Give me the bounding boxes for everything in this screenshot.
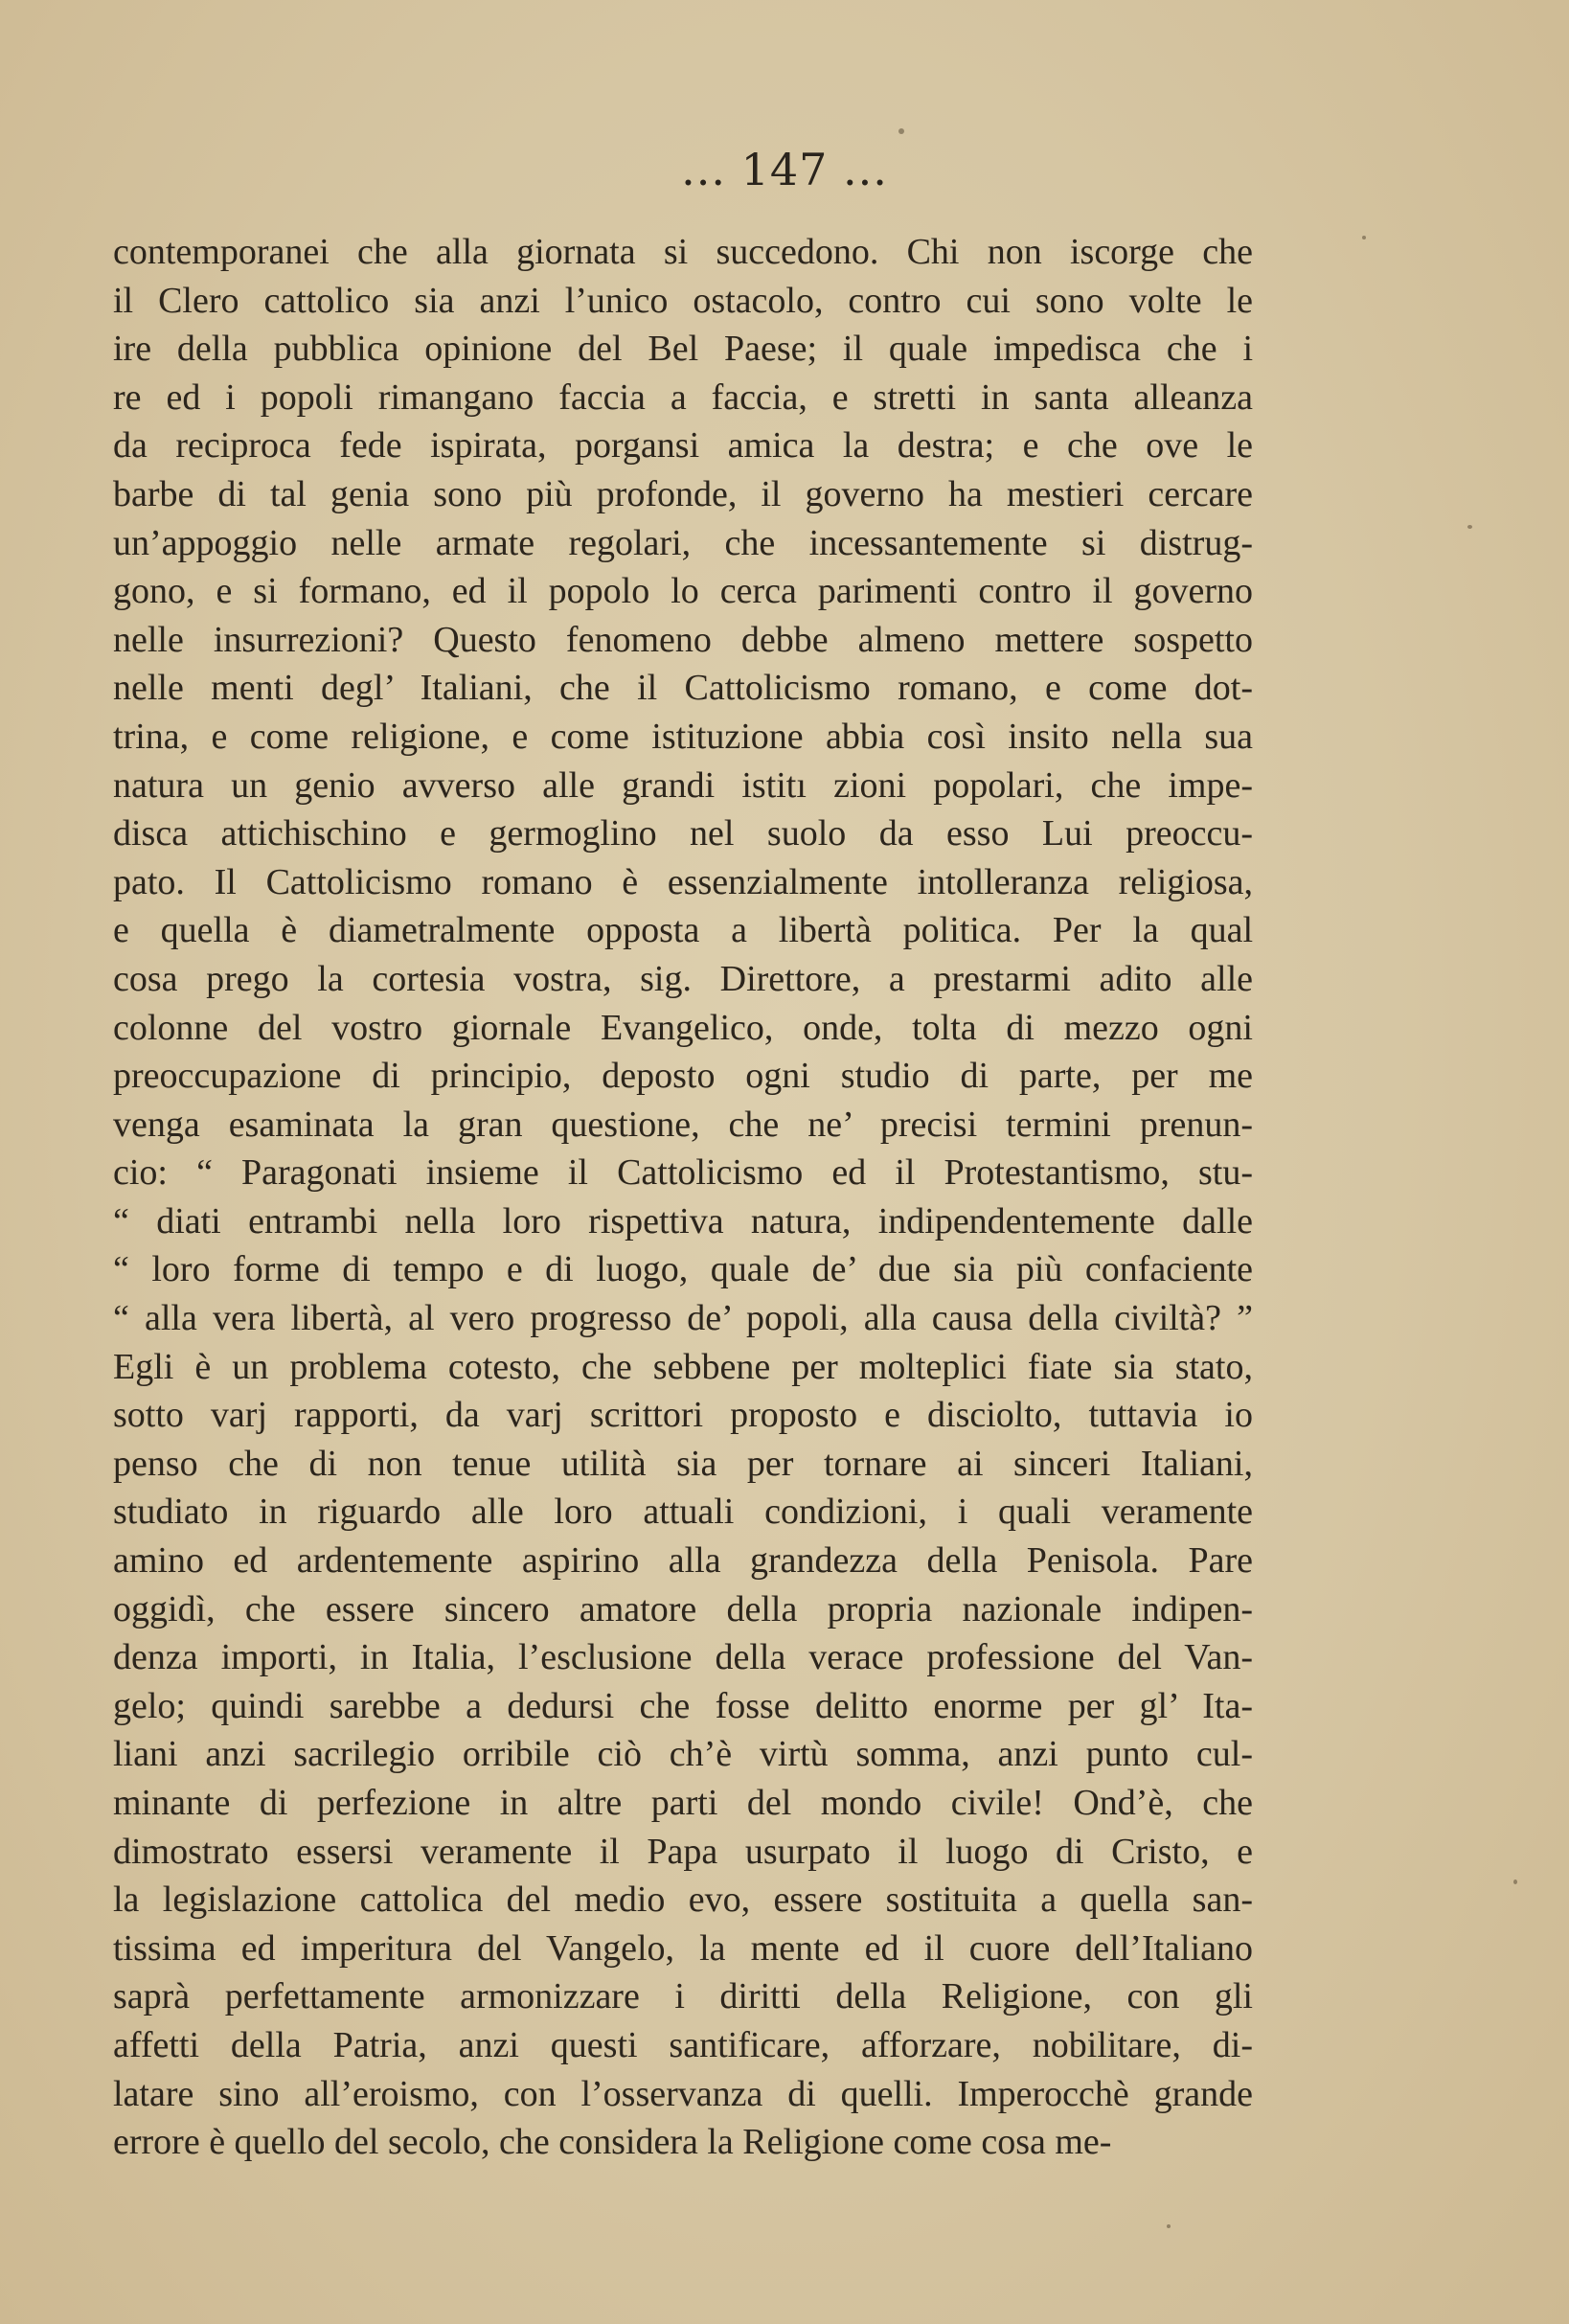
text-line: da reciproca fede ispirata, porgansi amica la destra; e che ove le — [113, 425, 1253, 467]
body-text — [113, 228, 1253, 2167]
text-line: tissima ed imperitura del Vangelo, la mente ed il cuore dell’Italiano — [113, 1927, 1253, 1969]
text-line: ire della pubblica opinione del Bel Paese; il quale impedisca che i — [113, 329, 1253, 370]
text-line: natura un genio avverso alle grandi istitı zioni popolari, che impe- — [113, 764, 1253, 806]
text-line: venga esaminata la gran questione, che ne’ precisi termini prenun- — [113, 1104, 1253, 1145]
text-line: sotto varj rapporti, da varj scrittori proposto e disciolto, tuttavia io — [113, 1395, 1253, 1436]
text-line: latare sino all’eroismo, con l’osservanza di quelli. Imperocchè grande — [113, 2073, 1253, 2114]
text-line: denza importi, in Italia, l’esclusione della verace professione del Van- — [113, 1637, 1253, 1678]
text-line: “ alla vera libertà, al vero progresso de’ popoli, alla causa della civiltà? ” — [113, 1298, 1253, 1339]
text-line: affetti della Patria, anzi questi santificare, afforzare, nobilitare, di- — [113, 2024, 1253, 2065]
text-line: pato. Il Cattolicismo romano è essenzialmente intolleranza religiosa, — [113, 861, 1253, 902]
text-line: gono, e si formano, ed il popolo lo cerca parimenti contro il governo — [113, 571, 1253, 612]
text-line: nelle menti degl’ Italiani, che il Cattolicismo romano, e come dot- — [113, 668, 1253, 709]
text-line: saprà perfettamente armonizzare i diritti della Religione, con gli — [113, 1976, 1253, 2017]
text-line: la legislazione cattolica del medio evo, essere sostituita a quella san- — [113, 1880, 1253, 1921]
text-line: nelle insurrezioni? Questo fenomeno debbe almeno mettere sospetto — [113, 619, 1253, 660]
text-line: disca attichischino e germoglino nel suolo da esso Lui preoccu- — [113, 813, 1253, 854]
text-line: “ loro forme di tempo e di luogo, quale de’ due sia più confaciente — [113, 1249, 1253, 1290]
paper-speck — [1362, 236, 1366, 239]
text-line: contemporanei che alla giornata si succedono. Chi non iscorge che — [113, 232, 1253, 272]
text-line: dimostrato essersi veramente il Papa usurpato il luogo di Cristo, e — [113, 1831, 1253, 1872]
paper-speck — [1167, 2224, 1171, 2228]
text-line: “ diati entrambi nella loro rispettiva natura, indipendentemente dalle — [113, 1200, 1253, 1242]
text-line: studiato in riguardo alle loro attuali condizioni, i quali veramente — [113, 1492, 1253, 1533]
text-line: e quella è diametralmente opposta a libertà politica. Per la qual — [113, 910, 1253, 951]
text-line: colonne del vostro giornale Evangelico, onde, tolta di mezzo ogni — [113, 1007, 1253, 1048]
text-line: amino ed ardentemente aspirino alla grandezza della Penisola. Pare — [113, 1540, 1253, 1582]
text-line: trina, e come religione, e come istituzione abbia così insito nella sua — [113, 716, 1253, 757]
text-line: preoccupazione di principio, deposto ogni studio di parte, per me — [113, 1056, 1253, 1097]
page-number: ... 147 ... — [681, 144, 888, 195]
text-line: oggidì, che essere sincero amatore della propria nazionale indipen- — [113, 1588, 1253, 1629]
text-line: un’appoggio nelle armate regolari, che incessantemente si distrug- — [113, 522, 1253, 563]
paper-speck — [1513, 1880, 1517, 1884]
text-line: re ed i popoli rimangano faccia a faccia, e stretti in santa alleanza — [113, 376, 1253, 418]
text-line: cosa prego la cortesia vostra, sig. Direttore, a prestarmi adito alle — [113, 958, 1253, 999]
text-line: penso che di non tenue utilità sia per tornare ai sinceri Italiani, — [113, 1443, 1253, 1484]
text-line: Egli è un problema cotesto, che sebbene per molteplici fiate sia stato, — [113, 1346, 1253, 1387]
paper-speck — [898, 128, 904, 134]
text-line: cio: “ Paragonati insieme il Cattolicismo ed il Protestantismo, stu- — [113, 1152, 1253, 1194]
text-line: il Clero cattolico sia anzi l’unico ostacolo, contro cui sono volte le — [113, 280, 1253, 321]
text-line: errore è quello del secolo, che considera la Religione come cosa me- — [113, 2122, 1112, 2163]
text-line: minante di perfezione in altre parti del mondo civile! Ond’è, che — [113, 1783, 1253, 1823]
text-line: gelo; quindi sarebbe a dedursi che fosse delitto enorme per gl’ Ita- — [113, 1685, 1253, 1726]
paper-speck — [1467, 525, 1472, 529]
text-line: liani anzi sacrilegio orribile ciò ch’è virtù somma, anzi punto cul- — [113, 1734, 1253, 1775]
text-line: barbe di tal genia sono più profonde, il governo ha mestieri cercare — [113, 473, 1253, 514]
